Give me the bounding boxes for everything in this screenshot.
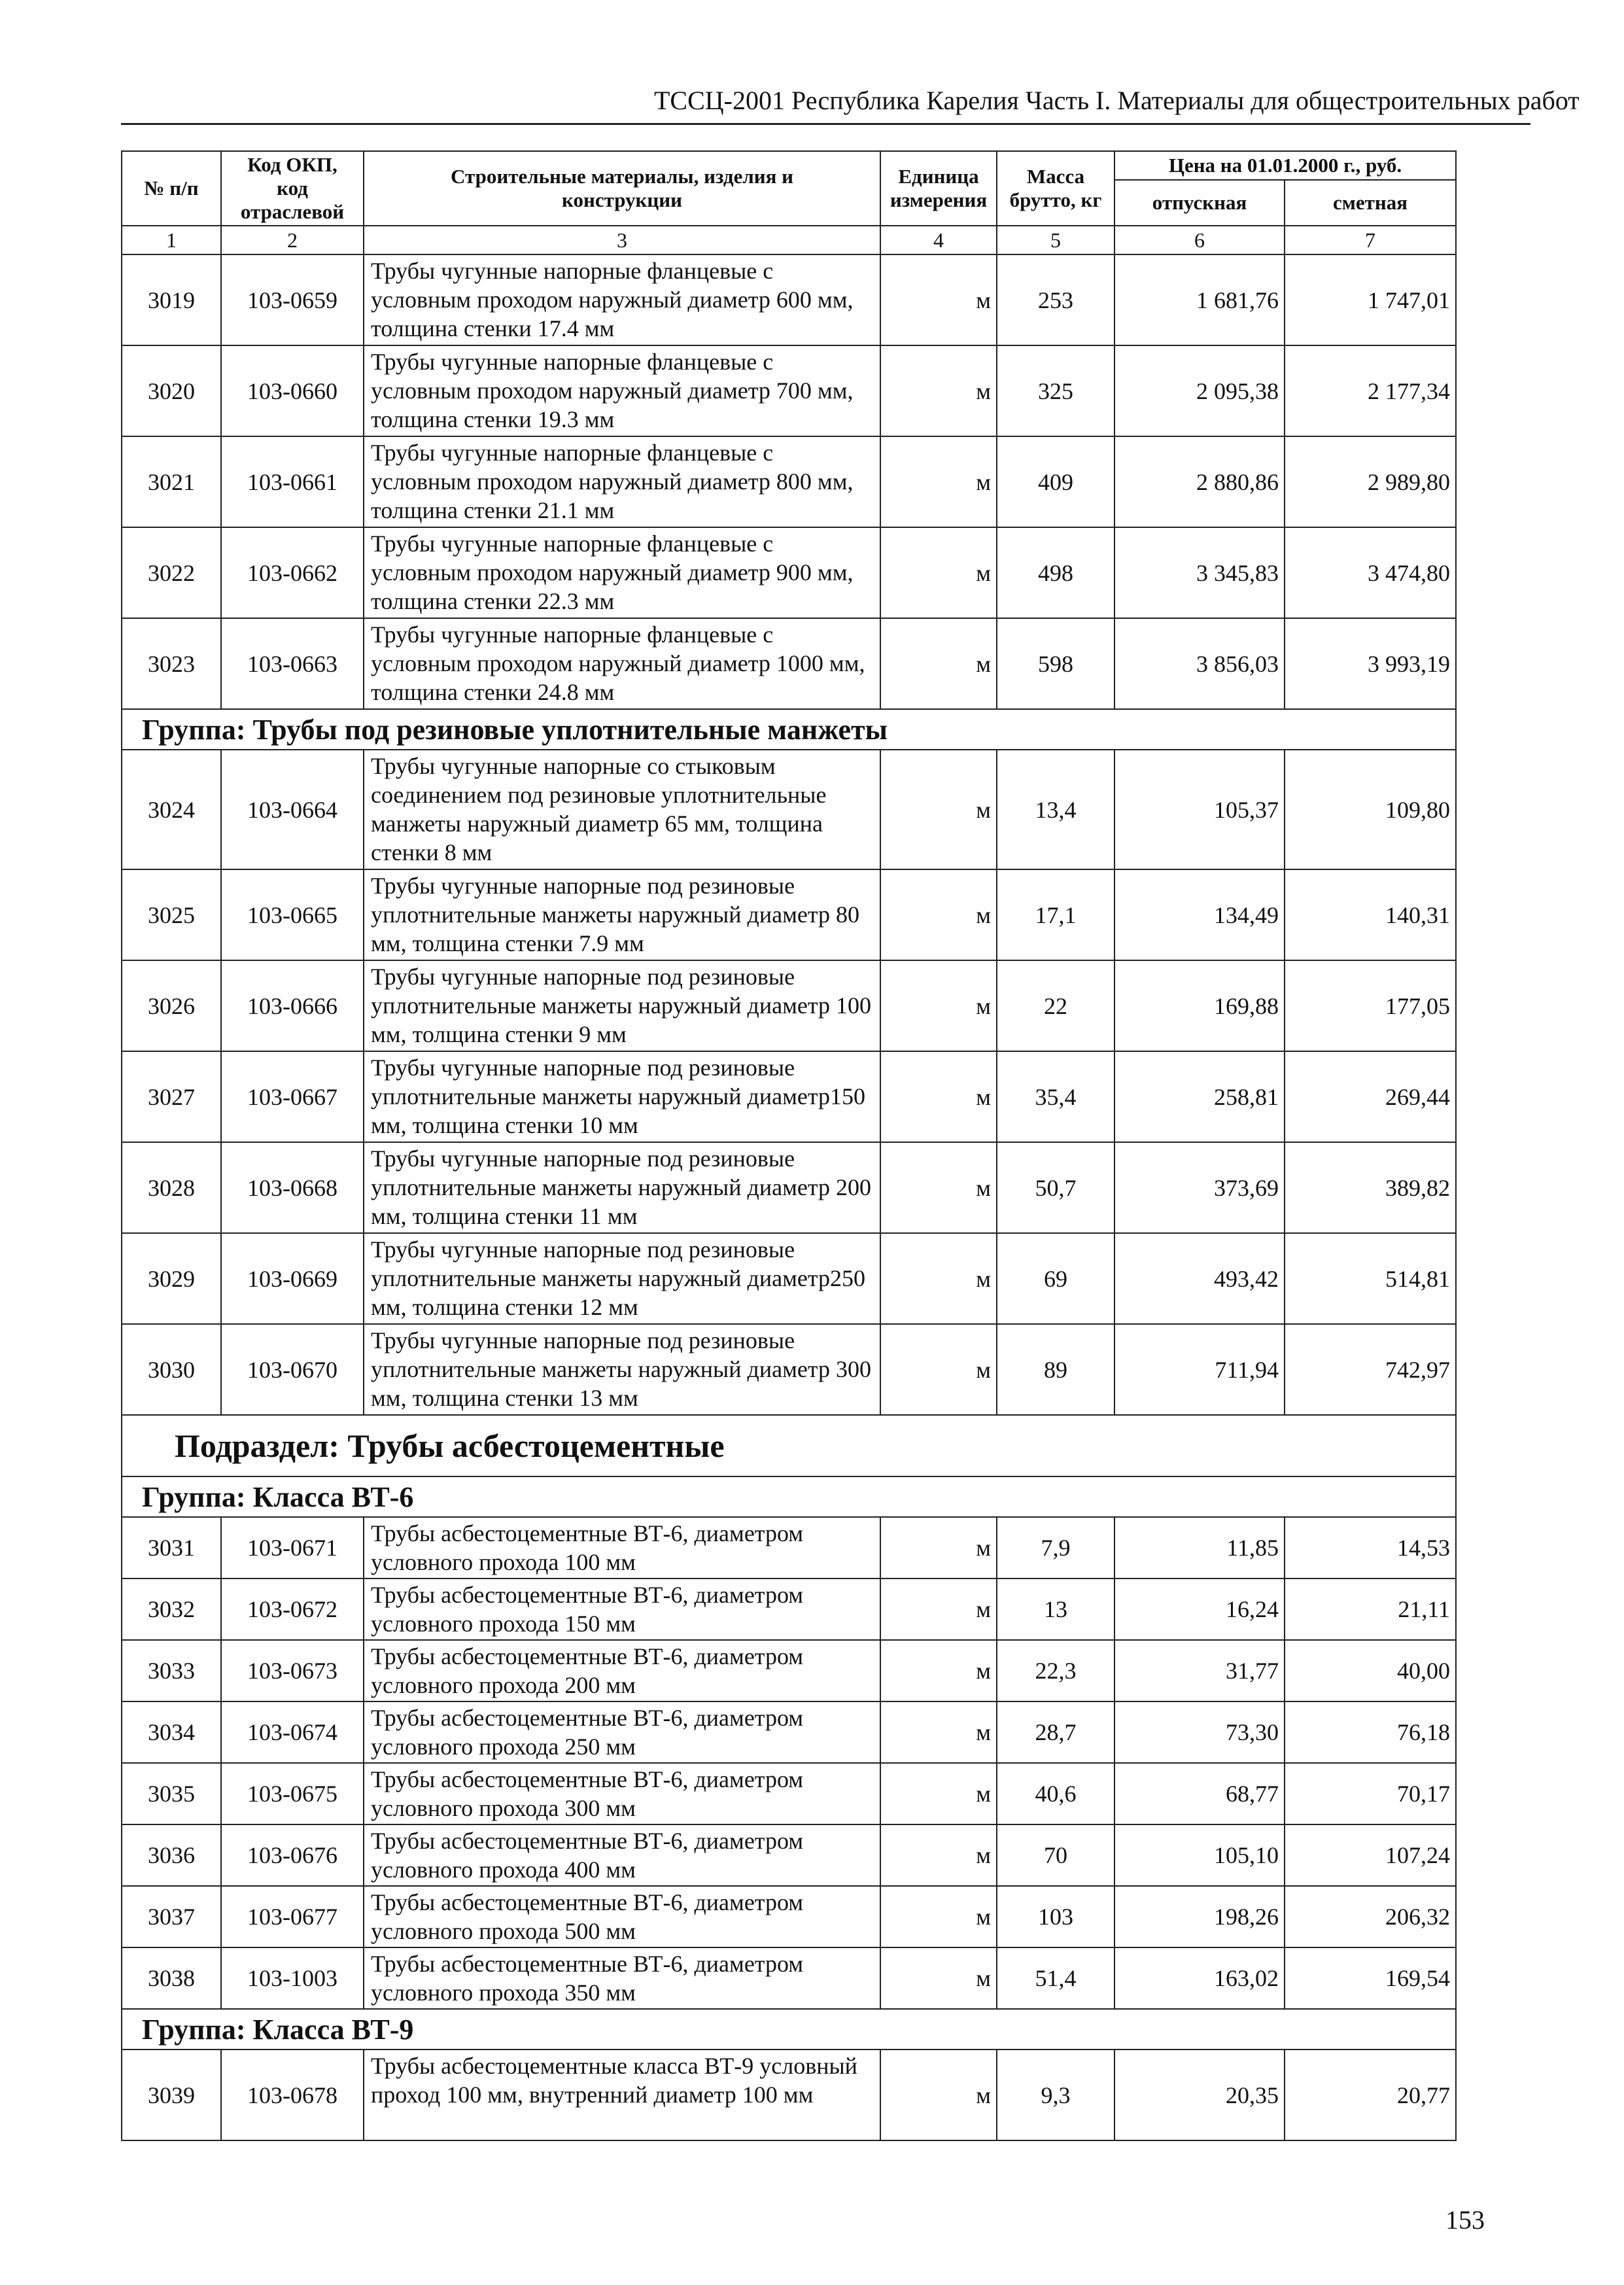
item-price-estimate: 389,82 — [1285, 1142, 1456, 1233]
item-name: Трубы асбестоцементные ВТ-6, диаметром условного прохода 500 мм — [364, 1886, 880, 1947]
item-number: 3028 — [122, 1142, 221, 1233]
item-mass: 70 — [997, 1824, 1114, 1886]
item-name: Трубы чугунные напорные под резиновые уплотнительные манжеты наружный диаметр 300 мм, толщина стенки 13 мм — [364, 1324, 880, 1415]
item-mass: 40,6 — [997, 1763, 1114, 1824]
item-number: 3029 — [122, 1233, 221, 1324]
running-header: ТССЦ-2001 Республика Карелия Часть I. Материалы для общестроительных работ — [654, 86, 1580, 115]
item-code: 103-0667 — [221, 1051, 364, 1142]
item-name: Трубы чугунные напорные фланцевые с условным проходом наружный диаметр 900 мм, толщина стенки 22.3 мм — [364, 527, 880, 618]
item-code: 103-0664 — [221, 750, 364, 869]
item-number: 3024 — [122, 750, 221, 869]
item-number: 3032 — [122, 1579, 221, 1640]
item-name: Трубы асбестоцементные ВТ-6, диаметром условного прохода 300 мм — [364, 1763, 880, 1824]
item-price-estimate: 109,80 — [1285, 750, 1456, 869]
item-mass: 9,3 — [997, 2050, 1114, 2140]
item-mass: 498 — [997, 527, 1114, 618]
item-name: Трубы асбестоцементные класса ВТ-9 условный проход 100 мм, внутренний диаметр 100 мм — [364, 2050, 880, 2140]
item-mass: 103 — [997, 1886, 1114, 1947]
item-name: Трубы асбестоцементные ВТ-6, диаметром условного прохода 150 мм — [364, 1579, 880, 1640]
item-price-release: 73,30 — [1114, 1701, 1285, 1763]
header-code-line2: код — [277, 177, 308, 200]
item-price-estimate: 206,32 — [1285, 1886, 1456, 1947]
item-mass: 598 — [997, 618, 1114, 709]
item-price-estimate: 3 474,80 — [1285, 527, 1456, 618]
item-unit: м — [880, 527, 997, 618]
item-mass: 28,7 — [997, 1701, 1114, 1763]
item-code: 103-0669 — [221, 1233, 364, 1324]
table-row — [122, 527, 1456, 618]
item-name: Трубы асбестоцементные ВТ-6, диаметром условного прохода 100 мм — [364, 1517, 880, 1579]
item-price-release: 169,88 — [1114, 960, 1285, 1051]
item-mass: 22 — [997, 960, 1114, 1051]
item-name: Трубы чугунные напорные фланцевые с условным проходом наружный диаметр 600 мм, толщина стенки 17.4 мм — [364, 254, 880, 345]
table-row — [122, 869, 1456, 960]
item-number: 3026 — [122, 960, 221, 1051]
item-price-estimate: 140,31 — [1285, 869, 1456, 960]
item-name: Трубы чугунные напорные под резиновые уплотнительные манжеты наружный диаметр 200 мм, толщина стенки 11 мм — [364, 1142, 880, 1233]
item-name: Трубы чугунные напорные фланцевые с условным проходом наружный диаметр 1000 мм, толщина стенки 24.8 мм — [364, 618, 880, 709]
item-number: 3037 — [122, 1886, 221, 1947]
item-unit: м — [880, 1579, 997, 1640]
item-price-release: 105,37 — [1114, 750, 1285, 869]
item-unit: м — [880, 960, 997, 1051]
table-row — [122, 1640, 1456, 1701]
item-mass: 17,1 — [997, 869, 1114, 960]
item-mass: 13 — [997, 1579, 1114, 1640]
item-name: Трубы асбестоцементные ВТ-6, диаметром условного прохода 200 мм — [364, 1640, 880, 1701]
item-price-estimate: 40,00 — [1285, 1640, 1456, 1701]
header-code-line3: отраслевой — [240, 200, 345, 223]
item-price-release: 3 345,83 — [1114, 527, 1285, 618]
item-code: 103-0663 — [221, 618, 364, 709]
item-price-release: 20,35 — [1114, 2050, 1285, 2140]
table-row — [122, 1579, 1456, 1640]
item-price-release: 2 880,86 — [1114, 436, 1285, 527]
item-name: Трубы чугунные напорные фланцевые с условным проходом наружный диаметр 700 мм, толщина стенки 19.3 мм — [364, 345, 880, 436]
item-number: 3033 — [122, 1640, 221, 1701]
item-code: 103-0672 — [221, 1579, 364, 1640]
item-price-release: 134,49 — [1114, 869, 1285, 960]
column-number-row — [122, 226, 1456, 254]
table-row — [122, 1701, 1456, 1763]
item-price-estimate: 3 993,19 — [1285, 618, 1456, 709]
item-number: 3035 — [122, 1763, 221, 1824]
item-unit: м — [880, 1763, 997, 1824]
table-row — [122, 1763, 1456, 1824]
item-unit: м — [880, 2050, 997, 2140]
item-price-release: 105,10 — [1114, 1824, 1285, 1886]
header-unit-line1: Единица — [898, 165, 979, 188]
item-unit: м — [880, 1324, 997, 1415]
item-mass: 7,9 — [997, 1517, 1114, 1579]
item-name: Трубы чугунные напорные под резиновые уплотнительные манжеты наружный диаметр 80 мм, толщина стенки 7.9 мм — [364, 869, 880, 960]
item-code: 103-0674 — [221, 1701, 364, 1763]
item-mass: 89 — [997, 1324, 1114, 1415]
item-price-estimate: 177,05 — [1285, 960, 1456, 1051]
item-price-estimate: 742,97 — [1285, 1324, 1456, 1415]
group-heading: Группа: Класса ВТ-9 — [122, 2009, 1456, 2050]
item-code: 103-0665 — [221, 869, 364, 960]
item-mass: 50,7 — [997, 1142, 1114, 1233]
item-code: 103-0673 — [221, 1640, 364, 1701]
item-price-estimate: 107,24 — [1285, 1824, 1456, 1886]
table-row — [122, 960, 1456, 1051]
item-number: 3023 — [122, 618, 221, 709]
item-price-release: 31,77 — [1114, 1640, 1285, 1701]
table-row — [122, 618, 1456, 709]
header-price-group: Цена на 01.01.2000 г., руб. — [1114, 151, 1456, 180]
table-row — [122, 750, 1456, 869]
price-table — [121, 150, 1457, 2141]
group-heading-row — [122, 2009, 1456, 2050]
item-price-release: 11,85 — [1114, 1517, 1285, 1579]
item-unit: м — [880, 1142, 997, 1233]
item-code: 103-0675 — [221, 1763, 364, 1824]
item-unit: м — [880, 1886, 997, 1947]
header-rule — [121, 123, 1530, 125]
table-row — [122, 1142, 1456, 1233]
item-unit: м — [880, 1701, 997, 1763]
table-row — [122, 1233, 1456, 1324]
header-name — [364, 151, 880, 226]
item-number: 3039 — [122, 2050, 221, 2140]
item-price-release: 258,81 — [1114, 1051, 1285, 1142]
table-row — [122, 1051, 1456, 1142]
item-price-estimate: 269,44 — [1285, 1051, 1456, 1142]
group-heading-row — [122, 709, 1456, 750]
item-name: Трубы чугунные напорные фланцевые с условным проходом наружный диаметр 800 мм, толщина стенки 21.1 мм — [364, 436, 880, 527]
item-number: 3027 — [122, 1051, 221, 1142]
item-unit: м — [880, 254, 997, 345]
item-price-estimate: 514,81 — [1285, 1233, 1456, 1324]
column-number: 3 — [364, 226, 880, 254]
header-num: № п/п — [122, 151, 221, 226]
group-heading: Группа: Трубы под резиновые уплотнительные манжеты — [122, 709, 1456, 750]
item-number: 3019 — [122, 254, 221, 345]
item-name: Трубы асбестоцементные ВТ-6, диаметром условного прохода 350 мм — [364, 1947, 880, 2009]
item-code: 103-0661 — [221, 436, 364, 527]
item-price-estimate: 2 989,80 — [1285, 436, 1456, 527]
table-row — [122, 1324, 1456, 1415]
table-row — [122, 1824, 1456, 1886]
item-price-release: 163,02 — [1114, 1947, 1285, 2009]
item-price-estimate: 20,77 — [1285, 2050, 1456, 2140]
subsection-heading-row — [122, 1415, 1456, 1476]
column-number: 1 — [122, 226, 221, 254]
header-mass-line2: брутто, кг — [1009, 188, 1102, 211]
table-row — [122, 345, 1456, 436]
table-header — [122, 151, 1456, 254]
item-price-release: 68,77 — [1114, 1763, 1285, 1824]
item-unit: м — [880, 1947, 997, 2009]
item-code: 103-0662 — [221, 527, 364, 618]
table-row — [122, 2050, 1456, 2140]
group-heading-row — [122, 1476, 1456, 1517]
item-mass: 13,4 — [997, 750, 1114, 869]
item-name: Трубы чугунные напорные под резиновые уплотнительные манжеты наружный диаметр150 мм, толщина стенки 10 мм — [364, 1051, 880, 1142]
item-price-release: 2 095,38 — [1114, 345, 1285, 436]
item-price-estimate: 1 747,01 — [1285, 254, 1456, 345]
column-number: 2 — [221, 226, 364, 254]
table-row — [122, 1886, 1456, 1947]
column-number: 7 — [1285, 226, 1456, 254]
item-unit: м — [880, 1233, 997, 1324]
item-price-estimate: 21,11 — [1285, 1579, 1456, 1640]
item-code: 103-1003 — [221, 1947, 364, 2009]
column-number: 4 — [880, 226, 997, 254]
item-unit: м — [880, 436, 997, 527]
header-mass — [997, 151, 1114, 226]
item-price-estimate: 76,18 — [1285, 1701, 1456, 1763]
header-code — [221, 151, 364, 226]
table-row — [122, 254, 1456, 345]
item-unit: м — [880, 869, 997, 960]
header-unit — [880, 151, 997, 226]
item-unit: м — [880, 1051, 997, 1142]
item-code: 103-0668 — [221, 1142, 364, 1233]
item-unit: м — [880, 750, 997, 869]
item-code: 103-0670 — [221, 1324, 364, 1415]
item-mass: 35,4 — [997, 1051, 1114, 1142]
table-row — [122, 1947, 1456, 2009]
item-code: 103-0677 — [221, 1886, 364, 1947]
item-price-release: 198,26 — [1114, 1886, 1285, 1947]
header-code-line1: Код ОКП, — [247, 153, 337, 176]
item-mass: 22,3 — [997, 1640, 1114, 1701]
item-name: Трубы асбестоцементные ВТ-6, диаметром условного прохода 250 мм — [364, 1701, 880, 1763]
item-unit: м — [880, 345, 997, 436]
item-price-release: 493,42 — [1114, 1233, 1285, 1324]
item-price-estimate: 2 177,34 — [1285, 345, 1456, 436]
page-number: 153 — [1445, 2205, 1485, 2235]
item-price-release: 16,24 — [1114, 1579, 1285, 1640]
item-price-release: 3 856,03 — [1114, 618, 1285, 709]
item-price-release: 711,94 — [1114, 1324, 1285, 1415]
header-price-release: отпускная — [1114, 180, 1285, 226]
item-number: 3025 — [122, 869, 221, 960]
item-number: 3031 — [122, 1517, 221, 1579]
item-number: 3021 — [122, 436, 221, 527]
item-mass: 409 — [997, 436, 1114, 527]
item-mass: 51,4 — [997, 1947, 1114, 2009]
item-price-release: 1 681,76 — [1114, 254, 1285, 345]
item-number: 3034 — [122, 1701, 221, 1763]
group-heading: Группа: Класса ВТ-6 — [122, 1476, 1456, 1517]
item-mass: 253 — [997, 254, 1114, 345]
item-code: 103-0666 — [221, 960, 364, 1051]
item-code: 103-0660 — [221, 345, 364, 436]
item-unit: м — [880, 1824, 997, 1886]
header-mass-line1: Масса — [1026, 165, 1085, 188]
item-number: 3022 — [122, 527, 221, 618]
item-mass: 69 — [997, 1233, 1114, 1324]
column-number: 5 — [997, 226, 1114, 254]
item-unit: м — [880, 618, 997, 709]
item-unit: м — [880, 1517, 997, 1579]
item-number: 3020 — [122, 345, 221, 436]
subsection-heading: Подраздел: Трубы асбестоцементные — [122, 1415, 1456, 1476]
table-row — [122, 1517, 1456, 1579]
table-body — [122, 254, 1456, 2140]
item-code: 103-0671 — [221, 1517, 364, 1579]
header-name-line2: конструкции — [562, 188, 682, 211]
item-name: Трубы асбестоцементные ВТ-6, диаметром условного прохода 400 мм — [364, 1824, 880, 1886]
header-unit-line2: измерения — [890, 188, 988, 211]
item-name: Трубы чугунные напорные под резиновые уплотнительные манжеты наружный диаметр 100 мм, толщина стенки 9 мм — [364, 960, 880, 1051]
item-name: Трубы чугунные напорные со стыковым соединением под резиновые уплотнительные манжеты наружный диаметр 65 мм, толщина стенки 8 мм — [364, 750, 880, 869]
table-row — [122, 436, 1456, 527]
column-number: 6 — [1114, 226, 1285, 254]
item-price-estimate: 169,54 — [1285, 1947, 1456, 2009]
item-name: Трубы чугунные напорные под резиновые уплотнительные манжеты наружный диаметр250 мм, толщина стенки 12 мм — [364, 1233, 880, 1324]
header-name-line1: Строительные материалы, изделия и — [451, 165, 793, 188]
header-price-estimate: сметная — [1285, 180, 1456, 226]
item-mass: 325 — [997, 345, 1114, 436]
item-price-estimate: 14,53 — [1285, 1517, 1456, 1579]
item-number: 3036 — [122, 1824, 221, 1886]
item-price-estimate: 70,17 — [1285, 1763, 1456, 1824]
item-code: 103-0678 — [221, 2050, 364, 2140]
item-number: 3038 — [122, 1947, 221, 2009]
item-price-release: 373,69 — [1114, 1142, 1285, 1233]
item-code: 103-0659 — [221, 254, 364, 345]
item-code: 103-0676 — [221, 1824, 364, 1886]
item-unit: м — [880, 1640, 997, 1701]
item-number: 3030 — [122, 1324, 221, 1415]
